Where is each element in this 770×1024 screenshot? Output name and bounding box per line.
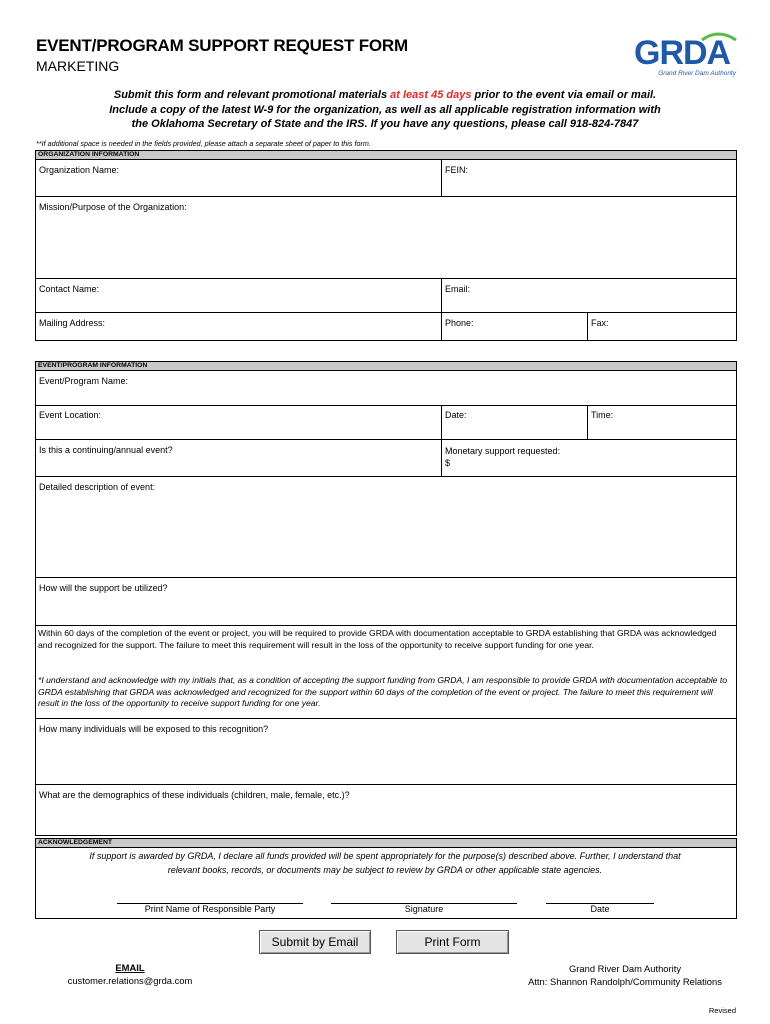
individuals-exposed-label: How many individuals will be exposed to this recognition?	[39, 724, 269, 734]
mail-org-name: Grand River Dam Authority	[568, 963, 682, 974]
intro-line-3: the Oklahoma Secretary of State and the IRS. If you have any questions, please call 918-824-7847	[131, 118, 639, 130]
event-description-field[interactable]	[35, 478, 737, 577]
fax-label: Fax:	[591, 318, 609, 328]
demographics-field[interactable]	[35, 786, 737, 836]
sign-date-label: Date	[590, 904, 610, 914]
ack-line-2: relevant books, records, or documents may be subject to review by GRDA or other applicable state agencies.	[167, 865, 603, 875]
intro-line-1	[40, 88, 730, 103]
mission-field[interactable]	[35, 198, 737, 278]
org-section-heading: ORGANIZATION INFORMATION	[35, 150, 737, 160]
fax-field[interactable]	[587, 314, 737, 341]
event-section-heading: EVENT/PROGRAM INFORMATION	[35, 361, 737, 371]
event-location-label: Event Location:	[39, 410, 102, 420]
phone-field[interactable]	[441, 314, 587, 341]
ack-statement	[40, 849, 730, 877]
logo-tagline: Grand River Dam Authority	[658, 70, 736, 77]
ack-line-1: If support is awarded by GRDA, I declare all funds provided will be spent appropriately for the purpose(s) described above. Further, I understand that	[89, 851, 681, 861]
email-contact-label: EMAIL	[115, 962, 145, 973]
deadline-highlight: at least 45 days	[390, 89, 472, 101]
revised-label: Revised	[708, 1006, 736, 1015]
print-form-button[interactable]: Print Form	[396, 930, 509, 954]
event-date-label: Date:	[445, 410, 467, 420]
support-use-field[interactable]	[35, 579, 737, 625]
mailing-address-label: Mailing Address:	[39, 318, 106, 328]
form-subtitle: MARKETING	[36, 58, 120, 74]
event-name-field[interactable]	[35, 372, 737, 405]
signature-label: Signature	[404, 904, 444, 914]
fein-label: FEIN:	[445, 165, 469, 175]
grda-logo	[632, 30, 740, 78]
print-name-label: Print Name of Responsible Party	[144, 904, 276, 914]
intro-line-2: Include a copy of the latest W-9 for the organization, as well as all applicable registration information with	[109, 103, 661, 116]
mail-attn: Attn: Shannon Randolph/Community Relations	[528, 976, 722, 987]
event-name-label: Event/Program Name:	[39, 376, 129, 386]
sixty-day-requirement: Within 60 days of the completion of the event or project, you will be required to provide GRDA with documentation acceptable to GRDA establishing that GRDA was acknowledged and recognized for the support. The failure to meet this requirement will result in the loss of the opportunity to receive support funding for one year.	[38, 628, 717, 650]
organization-name-label: Organization Name:	[39, 165, 120, 175]
monetary-support-field[interactable]	[441, 441, 737, 476]
fein-field[interactable]	[441, 161, 737, 196]
event-date-field[interactable]	[441, 406, 587, 439]
demographics-label: What are the demographics of these individuals (children, male, female, etc.)?	[39, 790, 350, 800]
event-description-label: Detailed description of event:	[39, 482, 156, 492]
mission-label: Mission/Purpose of the Organization:	[39, 202, 187, 212]
intro-text	[40, 88, 730, 132]
form-title: EVENT/PROGRAM SUPPORT REQUEST FORM	[36, 36, 408, 55]
intro-line-1-end: prior to the event via email or mail.	[471, 89, 657, 101]
email-contact	[40, 961, 220, 987]
contact-name-label: Contact Name:	[39, 284, 100, 294]
organization-name-field[interactable]	[35, 161, 441, 196]
event-time-label: Time:	[591, 410, 614, 420]
continuing-event-label: Is this a continuing/annual event?	[39, 445, 173, 455]
extra-space-note: **If additional space is needed in the fields provided, please attach a separate sheet of paper to this form.	[36, 139, 371, 148]
event-time-field[interactable]	[587, 406, 737, 439]
initials-acknowledgement: *I understand and acknowledge with my initials that, as a condition of accepting the support funding from GRDA, I am responsible to provide GRDA with documentation acceptable to GRDA establishing that GRDA was acknowledged and recognized for the support within 60 days of the completion of the event or project. The failure to meet this requirement will result in the loss of the opportunity to receive support funding for one year.	[38, 675, 727, 709]
intro-line-1-start: Submit this form and relevant promotional materials	[113, 89, 391, 101]
submit-by-email-button[interactable]: Submit by Email	[259, 930, 371, 954]
phone-label: Phone:	[445, 318, 474, 328]
ack-section-heading: ACKNOWLEDGEMENT	[35, 838, 737, 848]
logo-text: GRDA	[634, 34, 731, 72]
email-label: Email:	[445, 284, 471, 294]
dollar-sign: $	[445, 458, 451, 468]
support-use-label: How will the support be utilized?	[39, 583, 168, 593]
monetary-support-label: Monetary support requested:	[445, 446, 561, 456]
email-address[interactable]: customer.relations@grda.com	[67, 975, 193, 986]
mailing-address-field[interactable]	[35, 314, 441, 341]
email-field[interactable]	[441, 280, 737, 312]
event-location-field[interactable]	[35, 406, 441, 439]
continuing-event-field[interactable]	[35, 441, 441, 476]
individuals-exposed-field[interactable]	[35, 720, 737, 784]
mail-contact	[510, 962, 740, 988]
contact-name-field[interactable]	[35, 280, 441, 312]
